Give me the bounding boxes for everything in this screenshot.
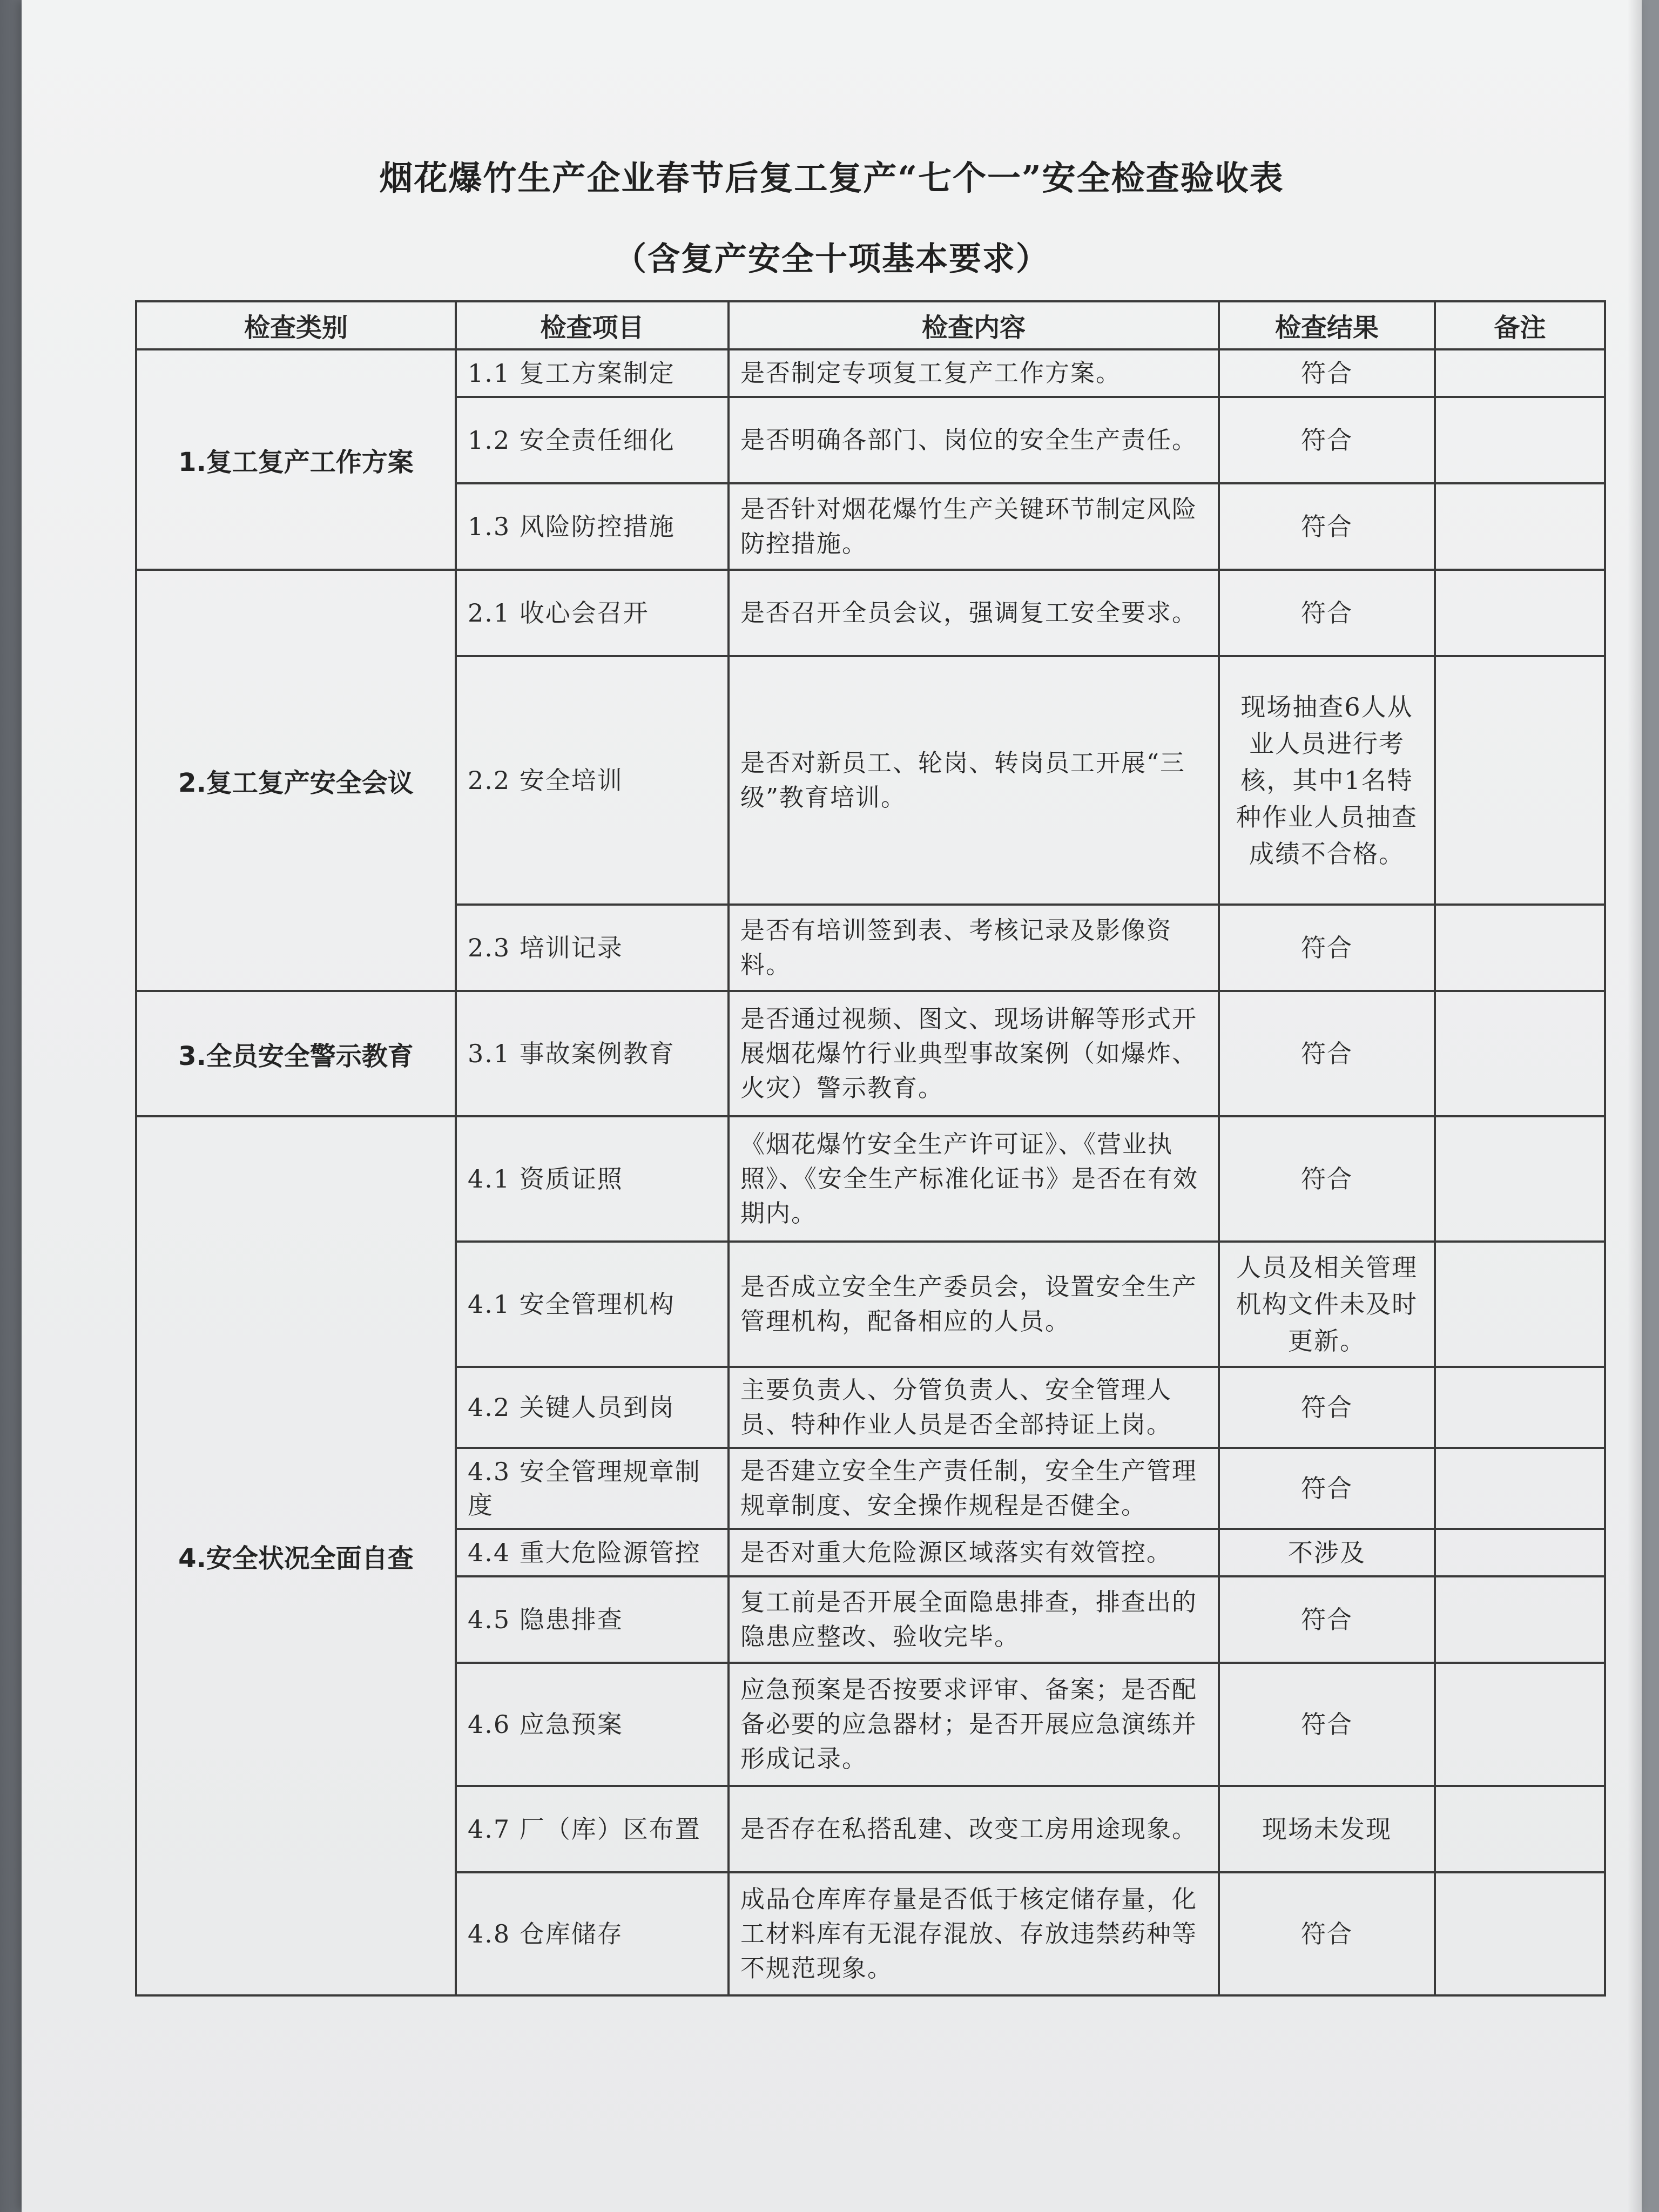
note-cell [1435, 349, 1605, 397]
result-cell: 符合 [1219, 1448, 1435, 1529]
item-cell: 4.1 安全管理机构 [456, 1242, 729, 1367]
content-cell: 是否制定专项复工复产工作方案。 [729, 349, 1219, 397]
paper-edge [1628, 0, 1642, 2212]
category-cell: 4.安全状况全面自查 [136, 1116, 456, 1995]
result-cell: 符合 [1219, 483, 1435, 570]
header-item: 检查项目 [456, 301, 729, 349]
result-cell: 现场抽查6人从业人员进行考核，其中1名特种作业人员抽查成绩不合格。 [1219, 656, 1435, 905]
note-cell [1435, 483, 1605, 570]
table-row [136, 349, 1605, 397]
result-cell: 符合 [1219, 1872, 1435, 1995]
item-cell: 2.3 培训记录 [456, 905, 729, 991]
document-subtitle: （含复产安全十项基本要求） [614, 240, 1049, 278]
item-cell: 4.7 厂（库）区布置 [456, 1786, 729, 1872]
result-cell: 符合 [1219, 349, 1435, 397]
content-cell: 是否通过视频、图文、现场讲解等形式开展烟花爆竹行业典型事故案例（如爆炸、火灾）警示教育。 [729, 991, 1219, 1116]
result-cell: 符合 [1219, 905, 1435, 991]
result-cell: 符合 [1219, 1663, 1435, 1786]
content-cell: 《烟花爆竹安全生产许可证》、《营业执照》、《安全生产标准化证书》是否在有效期内。 [729, 1116, 1219, 1242]
result-cell: 符合 [1219, 1367, 1435, 1448]
note-cell [1435, 570, 1605, 656]
item-cell: 4.8 仓库储存 [456, 1872, 729, 1995]
category-cell: 3.全员安全警示教育 [136, 991, 456, 1116]
header-result: 检查结果 [1219, 301, 1435, 349]
content-cell: 是否成立安全生产委员会，设置安全生产管理机构，配备相应的人员。 [729, 1242, 1219, 1367]
category-cell: 1.复工复产工作方案 [136, 349, 456, 570]
content-cell: 是否建立安全生产责任制，安全生产管理规章制度、安全操作规程是否健全。 [729, 1448, 1219, 1529]
content-cell: 复工前是否开展全面隐患排查，排查出的隐患应整改、验收完毕。 [729, 1576, 1219, 1663]
note-cell [1435, 397, 1605, 483]
content-cell: 成品仓库库存量是否低于核定储存量，化工材料库有无混存混放、存放违禁药种等不规范现象。 [729, 1872, 1219, 1995]
content-cell: 是否召开全员会议，强调复工安全要求。 [729, 570, 1219, 656]
item-cell: 4.3 安全管理规章制度 [456, 1448, 729, 1529]
result-cell: 符合 [1219, 397, 1435, 483]
note-cell [1435, 656, 1605, 905]
result-cell: 不涉及 [1219, 1529, 1435, 1576]
table-row [136, 1116, 1605, 1242]
table-header-row [136, 301, 1605, 349]
header-category: 检查类别 [136, 301, 456, 349]
result-cell: 符合 [1219, 1576, 1435, 1663]
table-row [136, 570, 1605, 656]
item-cell: 1.2 安全责任细化 [456, 397, 729, 483]
note-cell [1435, 1663, 1605, 1786]
item-cell: 2.1 收心会召开 [456, 570, 729, 656]
header-content: 检查内容 [729, 301, 1219, 349]
content-cell: 应急预案是否按要求评审、备案；是否配备必要的应急器材；是否开展应急演练并形成记录。 [729, 1663, 1219, 1786]
item-cell: 4.1 资质证照 [456, 1116, 729, 1242]
inspection-table [135, 300, 1606, 1997]
content-cell: 是否针对烟花爆竹生产关键环节制定风险防控措施。 [729, 483, 1219, 570]
result-cell: 符合 [1219, 570, 1435, 656]
content-cell: 是否有培训签到表、考核记录及影像资料。 [729, 905, 1219, 991]
result-cell: 符合 [1219, 991, 1435, 1116]
result-cell: 符合 [1219, 1116, 1435, 1242]
note-cell [1435, 1367, 1605, 1448]
note-cell [1435, 1448, 1605, 1529]
note-cell [1435, 1116, 1605, 1242]
note-cell [1435, 1786, 1605, 1872]
category-cell: 2.复工复产安全会议 [136, 570, 456, 991]
item-cell: 4.6 应急预案 [456, 1663, 729, 1786]
note-cell [1435, 1576, 1605, 1663]
table-row [136, 991, 1605, 1116]
note-cell [1435, 991, 1605, 1116]
note-cell [1435, 905, 1605, 991]
result-cell: 人员及相关管理机构文件未及时更新。 [1219, 1242, 1435, 1367]
item-cell: 2.2 安全培训 [456, 656, 729, 905]
header-note: 备注 [1435, 301, 1605, 349]
document-title: 烟花爆竹生产企业春节后复工复产“七个一”安全检查验收表 [379, 158, 1284, 198]
note-cell [1435, 1529, 1605, 1576]
result-cell: 现场未发现 [1219, 1786, 1435, 1872]
note-cell [1435, 1242, 1605, 1367]
item-cell: 4.5 隐患排查 [456, 1576, 729, 1663]
content-cell: 是否对重大危险源区域落实有效管控。 [729, 1529, 1219, 1576]
note-cell [1435, 1872, 1605, 1995]
content-cell: 主要负责人、分管负责人、安全管理人员、特种作业人员是否全部持证上岗。 [729, 1367, 1219, 1448]
item-cell: 4.2 关键人员到岗 [456, 1367, 729, 1448]
paper-sheet [22, 0, 1642, 2212]
item-cell: 1.1 复工方案制定 [456, 349, 729, 397]
item-cell: 1.3 风险防控措施 [456, 483, 729, 570]
content-cell: 是否明确各部门、岗位的安全生产责任。 [729, 397, 1219, 483]
item-cell: 4.4 重大危险源管控 [456, 1529, 729, 1576]
content-cell: 是否对新员工、轮岗、转岗员工开展“三级”教育培训。 [729, 656, 1219, 905]
content-cell: 是否存在私搭乱建、改变工房用途现象。 [729, 1786, 1219, 1872]
item-cell: 3.1 事故案例教育 [456, 991, 729, 1116]
